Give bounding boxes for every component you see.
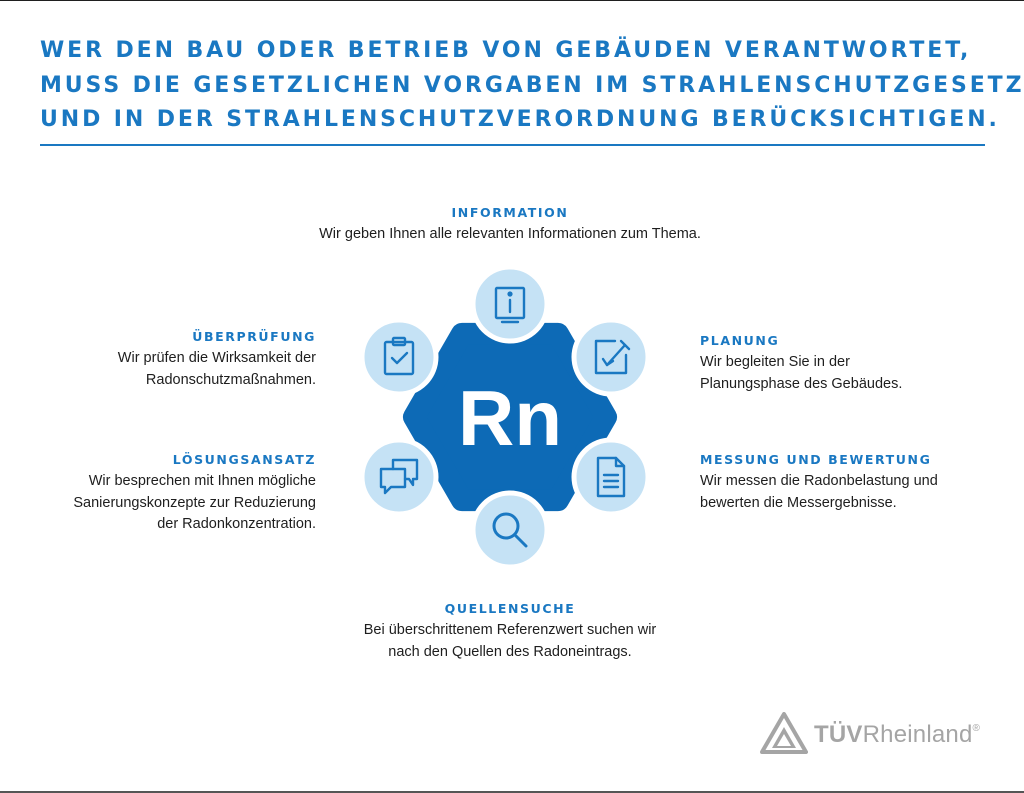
- step-icon-planung: [574, 320, 648, 394]
- step-quellensuche-text-1: Bei überschrittenem Referenzwert suchen wir: [363, 622, 657, 638]
- step-ueberpruefung: [16, 329, 316, 391]
- step-icon-loesungsansatz: [362, 440, 436, 514]
- tuv-triangle-logo-icon: [760, 712, 808, 756]
- step-icon-information: [473, 267, 547, 341]
- step-planung: [700, 333, 1000, 395]
- logo-brand-bold: TÜV: [814, 721, 863, 748]
- headline-line-3: UND IN DER STRAHLENSCHUTZVERORDNUNG BERÜCKSICHTIGEN.: [40, 107, 1000, 132]
- step-loesungsansatz-text-3: der Radonkonzentration.: [157, 516, 316, 532]
- step-loesungsansatz-text-1: Wir besprechen mit Ihnen mögliche: [88, 473, 316, 489]
- logo-brand-rest: Rheinland: [862, 721, 973, 748]
- step-ueberpruefung-text-2: Radonschutzmaßnahmen.: [145, 371, 316, 388]
- tuv-rheinland-logo: [760, 712, 1000, 756]
- headline-line-1: WER DEN BAU ODER BETRIEB VON GEBÄUDEN VERANTWORTET,: [40, 38, 972, 63]
- step-messung-title: MESSUNG UND BEWERTUNG: [700, 452, 932, 467]
- step-icon-messung: [574, 440, 648, 514]
- step-icon-ueberpruefung: [362, 320, 436, 394]
- step-icon-quellensuche: [473, 493, 547, 567]
- step-quellensuche-title: QUELLENSUCHE: [444, 601, 576, 616]
- step-loesungsansatz-text-2: Sanierungskonzepte zur Reduzierung: [73, 494, 316, 511]
- step-messung-text-1: Wir messen die Radonbelastung und: [700, 473, 938, 489]
- step-information-title: INFORMATION: [451, 205, 569, 220]
- step-loesungsansatz: [16, 452, 316, 536]
- step-loesungsansatz-title: LÖSUNGSANSATZ: [172, 452, 316, 467]
- logo-registered-mark: ®: [972, 723, 981, 734]
- step-planung-title: PLANUNG: [700, 333, 780, 348]
- step-information-text: Wir geben Ihnen alle relevanten Informationen zum Thema.: [319, 226, 701, 242]
- step-planung-text-1: Wir begleiten Sie in der: [700, 354, 850, 370]
- step-planung-text-2: Planungsphase des Gebäudes.: [700, 375, 903, 392]
- logo-wordmark: [814, 721, 980, 749]
- step-quellensuche-text-2: nach den Quellen des Radoneintrags.: [388, 643, 632, 660]
- hub-symbol: Rn: [458, 374, 562, 462]
- step-ueberpruefung-text-1: Wir prüfen die Wirksamkeit der: [117, 350, 316, 366]
- step-quellensuche: [258, 601, 762, 663]
- step-ueberpruefung-title: ÜBERPRÜFUNG: [192, 329, 316, 344]
- headline-line-2: MUSS DIE GESETZLICHEN VORGABEN IM STRAHLENSCHUTZGESETZ: [40, 72, 1024, 98]
- step-messung-text-2: bewerten die Messergebnisse.: [700, 494, 897, 511]
- step-messung: [700, 452, 1000, 514]
- step-information: [258, 205, 762, 246]
